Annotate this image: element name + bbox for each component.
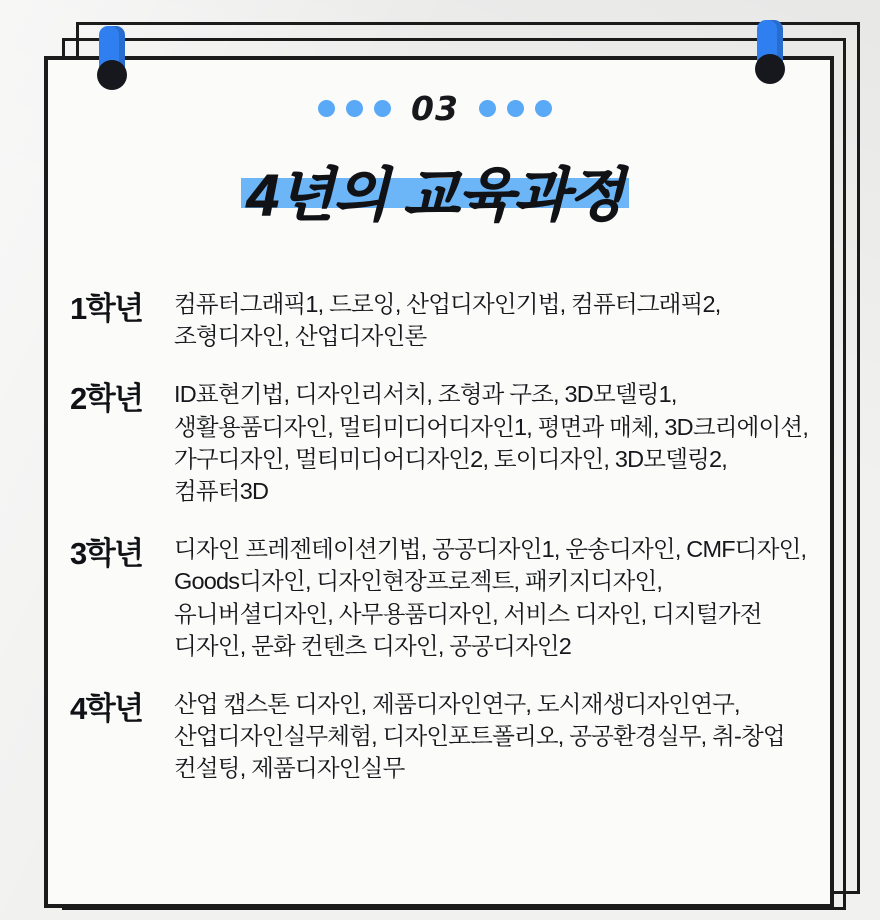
curriculum-row — [70, 288, 810, 352]
curriculum-row — [70, 378, 810, 507]
curriculum-list — [70, 288, 810, 810]
binder-clip-left-icon — [99, 26, 125, 78]
page-title-wrap — [241, 148, 630, 232]
section-eyebrow — [44, 86, 826, 130]
page-title: 4년의 교육과정 — [246, 163, 624, 228]
course-list: 디자인 프레젠테이션기법, 공공디자인1, 운송디자인, CMF디자인, Goods디자인, 디자인현장프로젝트, 패키지디자인, 유니버셜디자인, 사무용품디자인, 서비스 디자인, 디지털가전 디자인, 문화 컨텐츠 디자인, 공공디자인2 — [174, 536, 807, 659]
year-label: 1학년 — [70, 291, 143, 326]
course-list: 산업 캡스톤 디자인, 제품디자인연구, 도시재생디자인연구, 산업디자인실무체험, 디자인포트폴리오, 공공환경실무, 취-창업 컨설팅, 제품디자인실무 — [174, 690, 785, 782]
dots-left-icon — [318, 100, 391, 117]
course-list: ID표현기법, 디자인리서치, 조형과 구조, 3D모델링1, 생활용품디자인, 멀티미디어디자인1, 평면과 매체, 3D크리에이션, 가구디자인, 멀티미디어디자인2, 토이디자인, 3D모델링2, 컴퓨터3D — [174, 381, 809, 504]
binder-clip-right-icon — [757, 20, 783, 72]
section-number: 03 — [411, 88, 459, 128]
curriculum-row — [70, 533, 810, 662]
year-label: 4학년 — [70, 690, 143, 726]
curriculum-row — [70, 688, 810, 785]
dots-right-icon — [479, 100, 552, 117]
poster-header — [44, 86, 826, 232]
course-list: 컴퓨터그래픽1, 드로잉, 산업디자인기법, 컴퓨터그래픽2, 조형디자인, 산업디자인론 — [174, 291, 721, 350]
year-label: 3학년 — [70, 536, 143, 572]
year-label: 2학년 — [70, 381, 143, 417]
